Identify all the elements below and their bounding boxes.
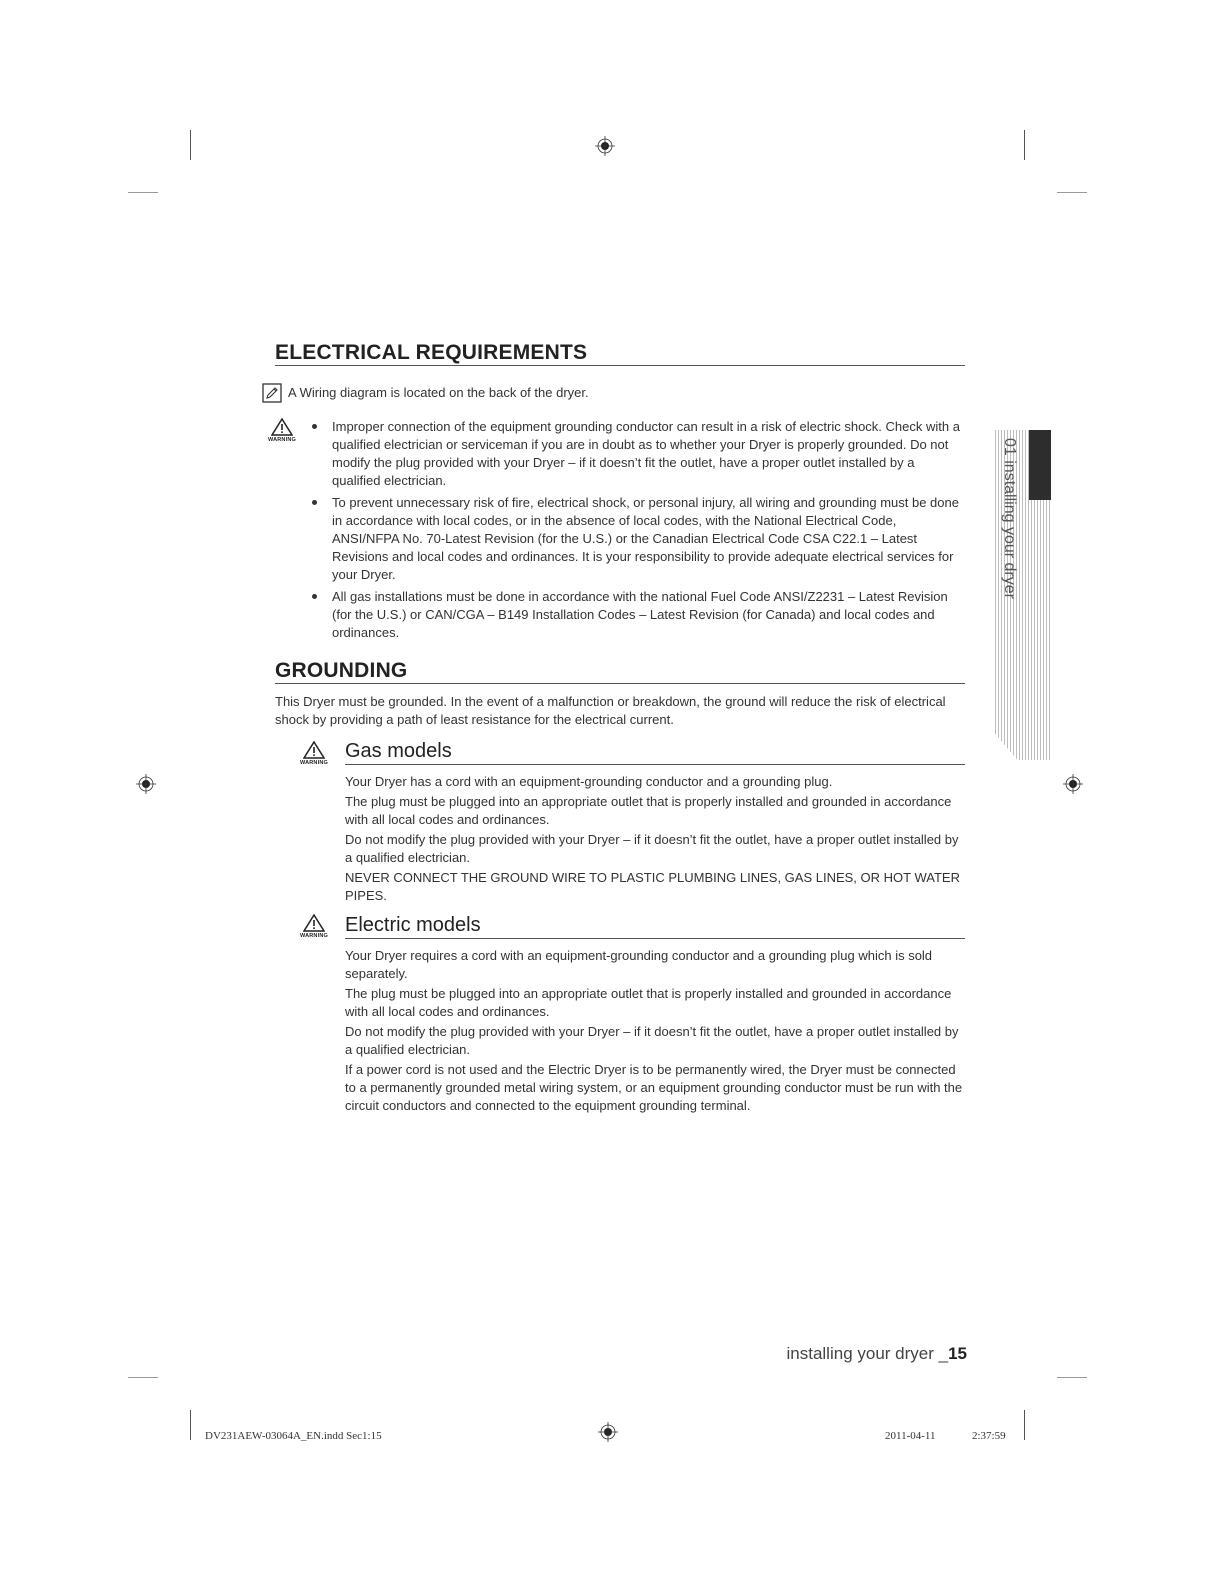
electric-models-text <box>345 947 965 1117</box>
warning-triangle-icon <box>271 418 293 436</box>
crop-mark <box>1024 130 1025 160</box>
registration-mark-icon <box>135 773 157 795</box>
gas-models-text <box>345 773 965 907</box>
list-item: Improper connection of the equipment grounding conductor can result in a risk of electric shock. Check with a qualified electrician or serviceman if you are in doubt as to whether your Dryer is properly grounded. Do not modify the plug provided with your Dryer – if it doesn’t fit the outlet, have a proper outlet installed by a qualified electrician. <box>312 418 962 490</box>
paragraph: The plug must be plugged into an appropriate outlet that is properly installed and grounded in accordance with all local codes and ordinances. <box>345 794 952 827</box>
list-item: All gas installations must be done in accordance with the national Fuel Code ANSI/Z2231 – Latest Revision (for the U.S.) or CAN/CGA – B149 Installation Codes – Latest Revision (for Canada) and local codes and ordinances. <box>312 588 962 642</box>
note-icon <box>262 383 282 403</box>
list-item: To prevent unnecessary risk of fire, electrical shock, or personal injury, all wiring and grounding must be done in accordance with local codes, or in the absence of local codes, with the National Electrical Code, ANSI/NFPA No. 70-Latest Revision (for the U.S.) or the Canadian Electrical Code CSA C22.1 – Latest Revisions and local codes and ordinances. It is your responsibility to provide adequate electrical services for your Dryer. <box>312 494 962 584</box>
slug-time: 2:37:59 <box>972 1430 1006 1442</box>
registration-mark-icon <box>597 1421 619 1443</box>
crop-mark <box>1024 1410 1025 1440</box>
page-number: 15 <box>948 1344 967 1363</box>
section-title-electrical: ELECTRICAL REQUIREMENTS <box>275 341 588 364</box>
crop-mark <box>190 130 191 160</box>
registration-mark-icon <box>594 135 616 157</box>
crop-mark <box>1057 192 1087 193</box>
paragraph: Do not modify the plug provided with your Dryer – if it doesn’t fit the outlet, have a proper outlet installed by a qualified electrician. <box>345 1024 959 1057</box>
registration-mark-icon <box>1062 773 1084 795</box>
crop-mark <box>190 1410 191 1440</box>
section-rule <box>275 365 965 366</box>
bullet-icon <box>312 500 317 505</box>
subsection-title-gas: Gas models <box>345 740 452 762</box>
warning-triangle-icon <box>303 914 325 932</box>
warning-badge <box>268 418 296 443</box>
bullet-icon <box>312 594 317 599</box>
crop-mark <box>128 192 158 193</box>
subsection-title-electric: Electric models <box>345 914 481 936</box>
warning-triangle-icon <box>303 741 325 759</box>
warning-label: WARNING <box>300 933 328 939</box>
slug-date: 2011-04-11 <box>885 1430 936 1442</box>
paragraph: Do not modify the plug provided with your Dryer – if it doesn’t fit the outlet, have a proper outlet installed by a qualified electrician. <box>345 832 959 865</box>
subsection-rule <box>345 764 965 765</box>
warning-label: WARNING <box>268 437 296 443</box>
page-footer <box>787 1344 968 1364</box>
electrical-bullets <box>312 418 962 646</box>
chapter-side-tab <box>995 430 1051 760</box>
crop-mark <box>1057 1377 1087 1378</box>
section-rule <box>275 683 965 684</box>
side-tab-marker <box>1029 430 1051 500</box>
paragraph: If a power cord is not used and the Electric Dryer is to be permanently wired, the Dryer must be connected to a permanently grounded metal wiring system, or an equipment grounding conductor must be run with the circuit conductors and connected to the equipment grounding terminal. <box>345 1062 963 1113</box>
paragraph: Your Dryer requires a cord with an equipment-grounding conductor and a grounding plug which is sold separately. <box>345 948 933 981</box>
note-text: A Wiring diagram is located on the back of the dryer. <box>288 385 589 400</box>
section-title-grounding: GROUNDING <box>275 659 408 682</box>
footer-caption: installing your dryer _ <box>786 1344 949 1363</box>
paragraph: Your Dryer has a cord with an equipment-grounding conductor and a grounding plug. <box>345 774 833 789</box>
slug-file: DV231AEW-03064A_EN.indd Sec1:15 <box>205 1430 382 1442</box>
warning-badge <box>300 914 328 939</box>
paragraph: The plug must be plugged into an appropriate outlet that is properly installed and grounded in accordance with all local codes and ordinances. <box>345 986 952 1019</box>
paragraph: NEVER CONNECT THE GROUND WIRE TO PLASTIC PLUMBING LINES, GAS LINES, OR HOT WATER PIPES. <box>345 870 960 903</box>
crop-mark <box>128 1377 158 1378</box>
side-tab-label: 01 installing your dryer <box>1001 438 1018 599</box>
note-row <box>262 383 962 403</box>
grounding-intro: This Dryer must be grounded. In the event of a malfunction or breakdown, the ground will reduce the risk of electrical shock by providing a path of least resistance for the electrical current. <box>275 694 946 727</box>
warning-label: WARNING <box>300 760 328 766</box>
warning-badge <box>300 741 328 766</box>
bullet-icon <box>312 424 317 429</box>
subsection-rule <box>345 938 965 939</box>
